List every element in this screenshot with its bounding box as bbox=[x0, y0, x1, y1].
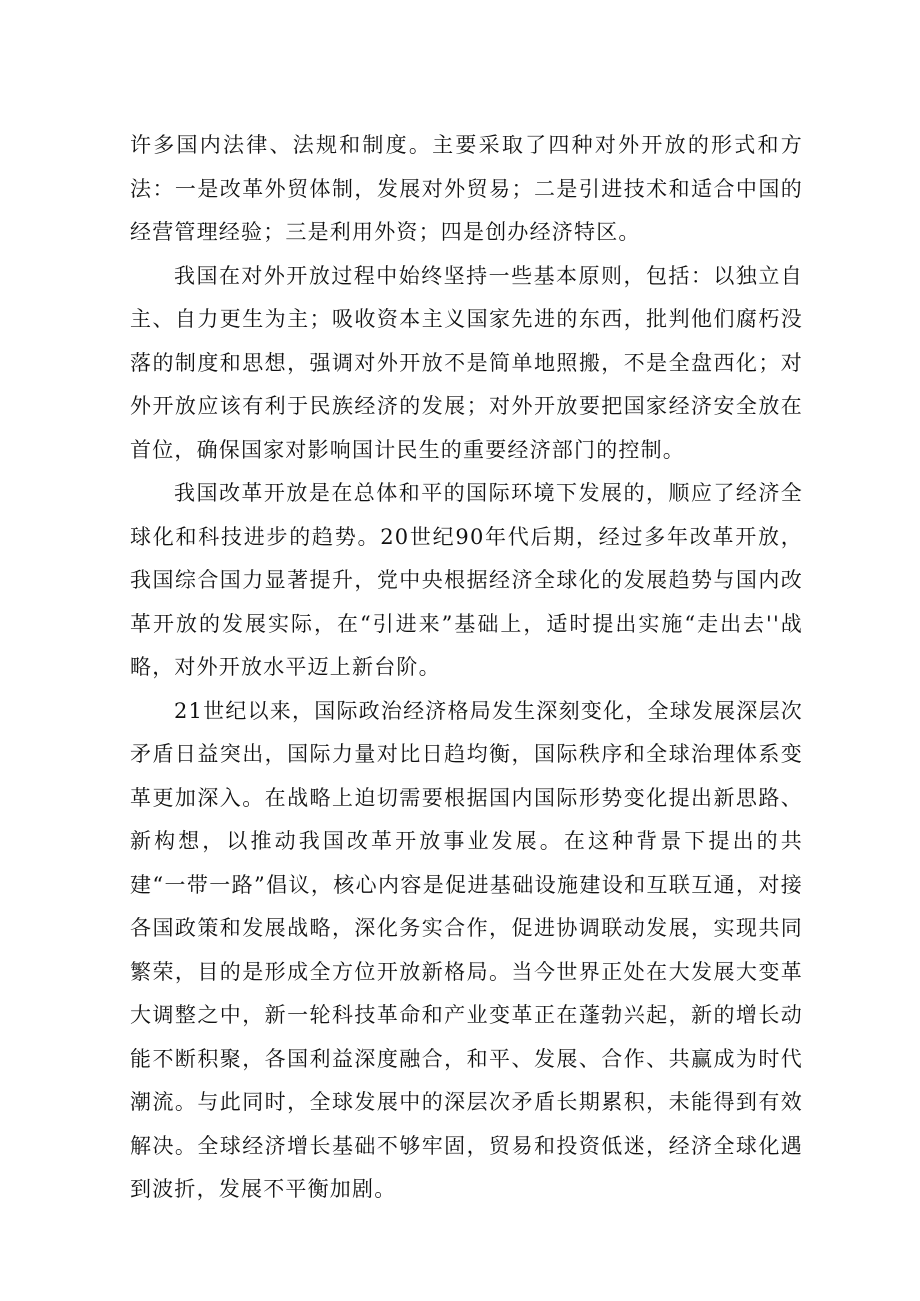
paragraph-basic-principles: 我国在对外开放过程中始终坚持一些基本原则，包括：以独立自主、自力更生为主；吸收资本主义国家先进的东西，批判他们腐朽没落的制度和思想，强调对外开放不是简单地照搬，不是全盘西化；对外开放应该有利于民族经济的发展；对外开放要把国家经济安全放在首位，确保国家对影响国计民生的重要经济部门的控制。 bbox=[130, 263, 803, 462]
paragraph-continuation: 许多国内法律、法规和制度。主要采取了四种对外开放的形式和方法：一是改革外贸体制，发展对外贸易；二是引进技术和适合中国的经营管理经验；三是利用外资；四是创办经济特区。 bbox=[130, 133, 803, 244]
paragraph-belt-and-road: 21世纪以来，国际政治经济格局发生深刻变化，全球发展深层次矛盾日益突出，国际力量对比日趋均衡，国际秩序和全球治理体系变革更加深入。在战略上迫切需要根据国内国际形势变化提出新思路、新构想，以推动我国改革开放事业发展。在这种背景下提出的共建“一带一路”倡议，核心内容是促进基础设施建设和互联互通，对接各国政策和发展战略，深化务实合作，促进协调联动发展，实现共同繁荣，目的是形成全方位开放新格局。当今世界正处在大发展大变革大调整之中，新一轮科技革命和产业变革正在蓬勃兴起，新的增长动能不断积聚，各国利益深度融合，和平、发展、合作、共赢成为时代潮流。与此同时，全球发展中的深层次矛盾长期累积，未能得到有效解决。全球经济增长基础不够牢固，贸易和投资低迷，经济全球化遇到波折，发展不平衡加剧。 bbox=[130, 698, 803, 1201]
document-body bbox=[130, 124, 803, 1212]
paragraph-going-out-strategy: 我国改革开放是在总体和平的国际环境下发展的，顺应了经济全球化和科技进步的趋势。20世纪90年代后期，经过多年改革开放，我国综合国力显著提升，党中央根据经济全球化的发展趋势与国内改革开放的发展实际，在“引进来”基础上，适时提出实施“走出去''战略，对外开放水平迈上新台阶。 bbox=[130, 481, 803, 679]
